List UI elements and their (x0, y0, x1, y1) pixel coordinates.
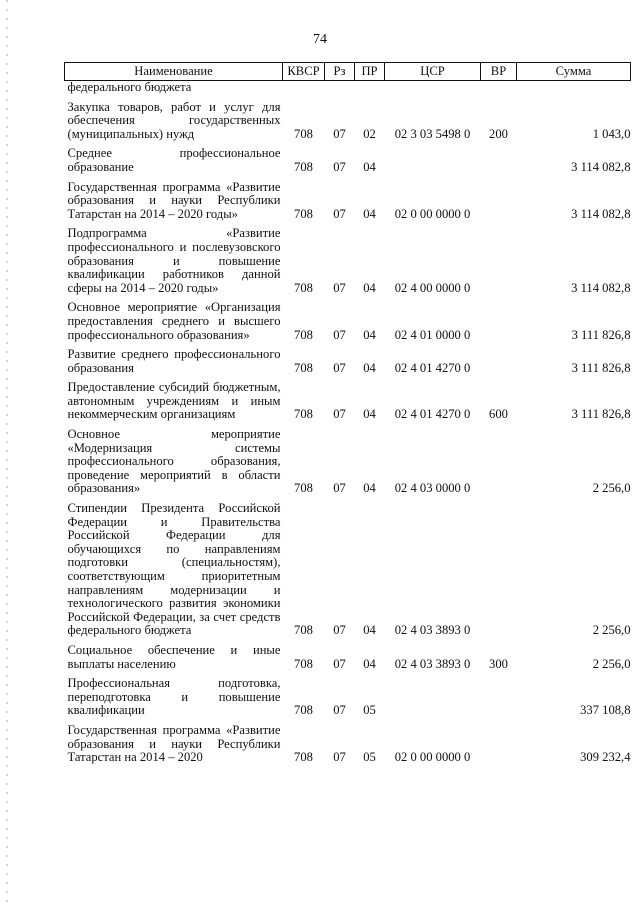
row-rz: 07 (333, 206, 346, 221)
header-name: Наименование (65, 63, 283, 81)
row-sum: 3 111 826,8 (571, 360, 631, 375)
table-header (65, 63, 631, 81)
row-rz: 07 (333, 159, 346, 174)
row-kvsr: 708 (294, 360, 313, 375)
row-kvsr: 708 (294, 327, 313, 342)
row-rz: 07 (333, 407, 346, 422)
row-sum: 2 256,0 (592, 481, 631, 496)
row-name: Предоставление субсидий бюджетным, автономным учреждениям и иным некоммерческим организациям (67, 380, 281, 422)
row-name: Закупка товаров, работ и услуг для обеспечения государственных (муниципальных) нужд (67, 99, 281, 141)
row-vr (481, 422, 517, 496)
table-row (65, 95, 631, 142)
row-rz: 07 (333, 360, 346, 375)
row-sum: 1 043,0 (592, 126, 631, 141)
header-csr: ЦСР (385, 63, 481, 81)
table-row (65, 496, 631, 638)
table-row (65, 718, 631, 765)
row-pr: 02 (363, 126, 376, 141)
row-kvsr: 708 (294, 750, 313, 765)
row-rz (325, 81, 355, 95)
row-sum: 337 108,8 (580, 703, 631, 718)
table-row (65, 638, 631, 671)
row-name: Основное мероприятие «Организация предоставления среднего и высшего профессионального образования» (67, 300, 281, 342)
row-csr (385, 671, 481, 718)
row-vr (481, 295, 517, 342)
row-kvsr: 708 (294, 159, 313, 174)
row-pr: 04 (363, 159, 376, 174)
row-vr (481, 81, 517, 95)
row-kvsr: 708 (294, 623, 313, 638)
header-rz: Рз (325, 63, 355, 81)
row-sum: 3 111 826,8 (571, 407, 631, 422)
row-name: Среднее профессиональное образование (67, 146, 281, 174)
row-kvsr: 708 (294, 703, 313, 718)
row-pr: 04 (363, 360, 376, 375)
row-vr: 200 (489, 126, 508, 141)
row-rz: 07 (333, 327, 346, 342)
row-kvsr: 708 (294, 206, 313, 221)
row-kvsr: 708 (294, 656, 313, 671)
row-csr: 02 4 00 0000 0 (394, 280, 471, 295)
row-vr: 300 (489, 656, 508, 671)
row-pr: 04 (363, 656, 376, 671)
row-sum: 3 114 082,8 (571, 206, 631, 221)
table-row (65, 375, 631, 422)
header-pr: ПР (355, 63, 385, 81)
table-row (65, 141, 631, 174)
row-pr: 04 (363, 206, 376, 221)
row-rz: 07 (333, 703, 346, 718)
row-rz: 07 (333, 750, 346, 765)
row-csr: 02 0 00 0000 0 (394, 750, 471, 765)
row-csr: 02 0 00 0000 0 (394, 206, 471, 221)
row-kvsr: 708 (294, 126, 313, 141)
row-rz: 07 (333, 280, 346, 295)
row-pr: 04 (363, 407, 376, 422)
table-row (65, 221, 631, 295)
row-vr (481, 496, 517, 638)
row-csr: 02 4 01 0000 0 (394, 327, 471, 342)
table-row (65, 342, 631, 375)
table-row (65, 81, 631, 95)
row-csr: 02 4 01 4270 0 (394, 407, 471, 422)
row-csr: 02 4 01 4270 0 (394, 360, 471, 375)
table-body (65, 81, 631, 765)
row-vr (481, 221, 517, 295)
table-row (65, 671, 631, 718)
row-pr (355, 81, 385, 95)
row-vr (481, 718, 517, 765)
row-vr: 600 (489, 407, 508, 422)
page-number: 74 (313, 32, 327, 47)
header-sum: Сумма (517, 63, 631, 81)
row-kvsr (283, 81, 325, 95)
row-name: федерального бюджета (67, 80, 192, 94)
row-name: Социальное обеспечение и иные выплаты населению (67, 642, 281, 671)
scan-margin-marks (6, 0, 8, 905)
row-sum: 2 256,0 (592, 656, 631, 671)
row-sum: 309 232,4 (580, 750, 631, 765)
row-rz: 07 (333, 126, 346, 141)
row-sum: 3 114 082,8 (571, 159, 631, 174)
row-sum: 3 114 082,8 (571, 280, 631, 295)
row-name: Профессиональная подготовка, переподготовка и повышение квалификации (67, 676, 281, 718)
row-kvsr: 708 (294, 481, 313, 496)
row-sum: 2 256,0 (592, 623, 631, 638)
row-pr: 04 (363, 481, 376, 496)
row-csr (385, 141, 481, 174)
table-row (65, 295, 631, 342)
row-pr: 04 (363, 327, 376, 342)
row-vr (481, 175, 517, 222)
budget-table (64, 62, 631, 765)
row-name: Стипендии Президента Российской Федерации и Правительства Российской Федерации для обучающихся по направлениям подготовки (специальностям), соответствующим приоритетным направлениям модернизации и технологического развития экономики Российской Федерации, за счет средств федерального бюджета (67, 501, 281, 638)
row-rz: 07 (333, 623, 346, 638)
row-name: Государственная программа «Развитие образования и науки Республики Татарстан на 2014 – 2020 (67, 722, 281, 765)
row-sum: 3 111 826,8 (571, 327, 631, 342)
row-csr: 02 4 03 0000 0 (394, 481, 471, 496)
row-pr: 05 (363, 703, 376, 718)
header-kvsr: КВСР (283, 63, 325, 81)
row-name: Государственная программа «Развитие образования и науки Республики Татарстан на 2014 – 2020 годы» (67, 179, 281, 221)
row-name: Основное мероприятие «Модернизация системы профессионального образования, проведение мероприятий в области образования» (67, 427, 281, 496)
row-pr: 04 (363, 280, 376, 295)
row-sum (517, 81, 631, 95)
row-csr: 02 4 03 3893 0 (394, 623, 471, 638)
header-vr: ВР (481, 63, 517, 81)
row-rz: 07 (333, 656, 346, 671)
row-vr (481, 671, 517, 718)
row-name: Подпрограмма «Развитие профессионального и послевузовского образования и повышение квалификации работников данной сферы на 2014 – 2020 годы» (67, 226, 281, 295)
row-csr (385, 81, 481, 95)
row-kvsr: 708 (294, 407, 313, 422)
row-kvsr: 708 (294, 280, 313, 295)
row-csr: 02 3 03 5498 0 (394, 126, 471, 141)
table-row (65, 422, 631, 496)
row-vr (481, 141, 517, 174)
row-pr: 05 (363, 750, 376, 765)
row-csr: 02 4 03 3893 0 (394, 656, 471, 671)
row-rz: 07 (333, 481, 346, 496)
row-vr (481, 342, 517, 375)
table-row (65, 175, 631, 222)
row-name: Развитие среднего профессионального образования (67, 347, 281, 375)
row-pr: 04 (363, 623, 376, 638)
